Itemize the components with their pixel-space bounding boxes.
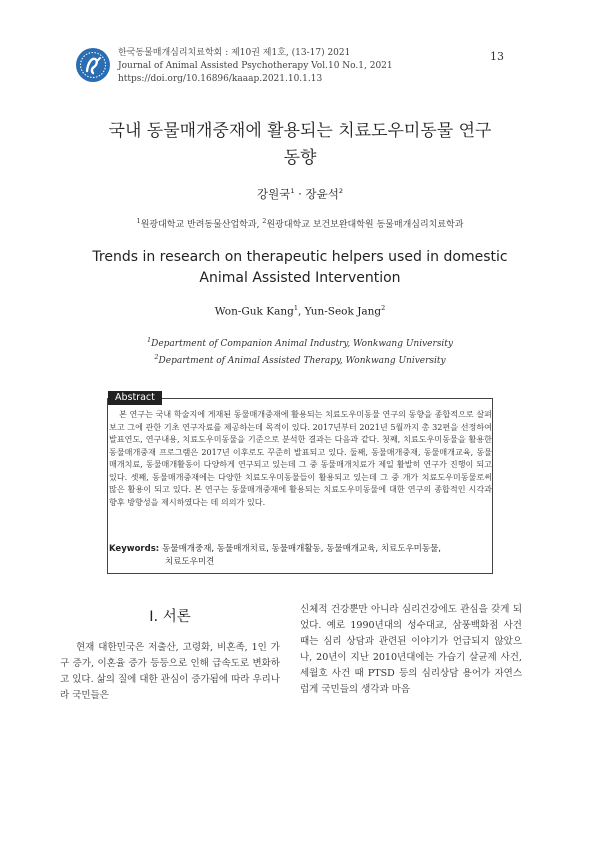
journal-name-en: Journal of Animal Assisted Psychotherapy Vol.10 No.1, 2021 (118, 61, 393, 71)
author-ko-1: 강원국 (257, 187, 291, 201)
affil-en-2: Department of Animal Assisted Therapy, Wonkwang University (158, 356, 446, 366)
title-en-line1: Trends in research on therapeutic helpers used in domestic (92, 249, 508, 265)
affil-en-2-sup: 2 (154, 353, 159, 361)
keywords-line1: 동물매개중재, 동물매개치료, 동물매개활동, 동물매개교육, 치료도우미동물, (162, 544, 442, 554)
intro-paragraph-right: 신체적 건강뿐만 아니라 심리건강에도 관심을 갖게 되었다. 예로 1990년대의 성수대교, 삼풍백화점 사건 때는 심리 상담과 관련된 이야기가 언급되지 않았으나, 20년이 지난 2010년대에는 가습기 살균제 사건, 세월호 사건 때 PTSD 등의 심리상담 용어가 자연스럽게 국민들의 생각과 마음 (300, 604, 522, 695)
affil-ko-2: 원광대학교 보건보완대학원 동물매개심리치료학과 (266, 220, 464, 230)
page-number: 13 (490, 50, 504, 63)
affil-ko-1-sup: 1 (136, 217, 141, 225)
keywords-label: Keywords: (109, 544, 163, 554)
author-ko-separator: · (294, 187, 306, 201)
author-ko-2-sup: 2 (338, 187, 343, 196)
author-ko-2: 장윤석 (305, 187, 339, 201)
journal-name-ko: 한국동물매개심리치료학회 : 제10권 제1호, (13-17) 2021 (118, 48, 351, 58)
author-ko-1-sup: 1 (290, 187, 295, 196)
affil-en-line2 (80, 351, 520, 368)
keywords (109, 543, 494, 569)
paper-title-en (80, 247, 520, 289)
section-title: Ⅰ. 서론 (149, 609, 191, 625)
author-en-1-sup: 1 (293, 304, 298, 312)
authors-ko (80, 186, 520, 202)
paper-title-ko (80, 118, 520, 172)
affil-en-line1 (80, 334, 520, 351)
affil-ko-1: 원광대학교 반려동물산업학과, (140, 220, 263, 230)
society-logo-icon (76, 48, 110, 82)
affil-en-1-sup: 1 (146, 336, 152, 344)
abstract-label: Abstract (108, 391, 162, 405)
intro-paragraph-left: 현재 대한민국은 저출산, 고령화, 비혼족, 1인 가구 증가, 이혼율 증가 등등으로 인해 급속도로 변화하고 있다. 삶의 질에 대한 관심이 증가됨에 따라 우리나라 국민들은 (60, 642, 280, 701)
title-en-line2: Animal Assisted Intervention (199, 270, 401, 286)
doi-link[interactable]: https://doi.org/10.16896/kaaap.2021.10.1.13 (118, 74, 323, 84)
affil-ko-2-sup: 2 (262, 217, 267, 225)
author-en-1: Won-Guk Kang (214, 305, 294, 318)
keywords-line2: 치료도우미견 (165, 557, 215, 567)
affil-en-1: Department of Companion Animal Industry, Wonkwang University (151, 339, 454, 349)
title-ko-line2: 동향 (283, 148, 317, 168)
affiliations-ko (80, 217, 520, 230)
author-en-separator: , (297, 305, 305, 318)
abstract-text: 본 연구는 국내 학술지에 게재된 동물매개중재에 활용되는 치료도우미동물 연구의 동향을 종합적으로 살펴보고 그에 관한 기초 연구자료를 제공하는데 목적이 있다. 2017년부터 2021년 5월까지 총 32편을 선정하여 발표연도, 연구내용, 치료도우미동물을 기준으로 분석한 결과는 다음과 같다. 첫째, 치료도우미동물을 활용한 동물매개중재 프로그램은 2017년 이후로도 꾸준히 발표되고 있다. 둘째, 동물매개중재, 동물매개교육, 동물매개치료, 동물매개활동이 다양하게 연구되고 있는데 그 중 동물매개치료가 제일 활발히 연구가 진행이 되고 있다. 셋째, 동물매개중재에는 다양한 치료도우미동물들이 활용되고 있는데 그 중 개가 치료도우미동물로써 많은 활용이 되고 있다. 본 연구는 동물매개중재에 활용되는 치료도우미동물에 대한 연구의 종합적인 시각과 향후 방향성을 제시하였다는 데 의의가 있다. (109, 409, 492, 507)
author-en-2: Yun-Seok Jang (304, 305, 382, 318)
title-ko-line1: 국내 동물매개중재에 활용되는 치료도우미동물 연구 (108, 121, 492, 141)
authors-en (80, 304, 520, 318)
body-column-left (60, 605, 280, 704)
affiliations-en (80, 334, 520, 368)
journal-header (118, 47, 393, 86)
author-en-2-sup: 2 (381, 304, 386, 312)
